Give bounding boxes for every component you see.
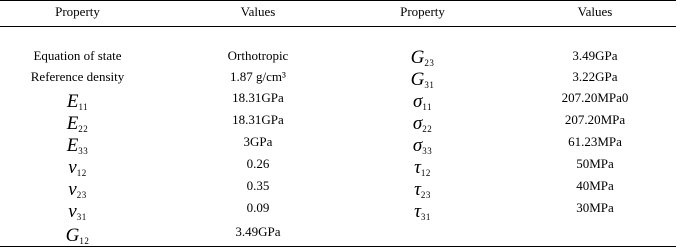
- symbol-subscript: 23: [420, 190, 431, 200]
- bottom-rule: [0, 246, 676, 247]
- symbol-subscript: 22: [422, 124, 433, 134]
- symbol-letter: τ: [414, 201, 421, 222]
- symbol-cell: [350, 158, 495, 178]
- symbol-letter: E: [66, 91, 79, 112]
- symbol-letter: τ: [414, 157, 421, 178]
- symbol-letter: G: [410, 47, 425, 68]
- value-cell: 207.20MPa: [564, 112, 626, 127]
- symbol-cell: [350, 70, 495, 90]
- symbol-letter: ν: [68, 201, 77, 222]
- symbol-cell: [0, 158, 155, 178]
- property-cell: Reference density: [30, 69, 125, 84]
- value-cell: 18.31GPa: [232, 112, 284, 127]
- symbol-subscript: 12: [79, 236, 90, 246]
- symbol-subscript: 11: [422, 102, 433, 112]
- symbol-cell: [350, 48, 495, 68]
- symbol-subscript: 23: [76, 190, 87, 200]
- symbol-cell: [0, 180, 155, 200]
- value-cell: 3.49GPa: [235, 224, 281, 239]
- symbol-letter: σ: [412, 135, 423, 156]
- symbol-letter: G: [410, 69, 425, 90]
- symbol-subscript: 33: [78, 146, 89, 156]
- symbol-cell: [0, 136, 155, 156]
- value-cell: 3.22GPa: [572, 69, 618, 84]
- value-cell: 0.35: [246, 178, 270, 193]
- value-cell: 3GPa: [243, 134, 273, 149]
- symbol-subscript: 33: [422, 146, 433, 156]
- value-cell: 50MPa: [576, 156, 614, 171]
- value-cell: 30MPa: [576, 200, 614, 215]
- symbol-cell: [350, 114, 495, 134]
- symbol-cell: [350, 180, 495, 200]
- symbol-subscript: 11: [78, 102, 89, 112]
- header-property-right: Property: [400, 4, 445, 19]
- header-values-right: Values: [577, 4, 613, 19]
- symbol-cell: [350, 136, 495, 156]
- value-cell: 0.09: [246, 200, 270, 215]
- symbol-cell: [350, 202, 495, 222]
- value-cell: 1.87 g/cm³: [230, 69, 286, 84]
- symbol-subscript: 12: [420, 168, 431, 178]
- symbol-cell: [0, 226, 155, 246]
- value-cell: 18.31GPa: [232, 90, 284, 105]
- symbol-letter: G: [65, 225, 80, 246]
- symbol-letter: ν: [68, 179, 77, 200]
- property-cell: Equation of state: [33, 48, 122, 63]
- symbol-letter: σ: [412, 113, 423, 134]
- symbol-subscript: 31: [76, 212, 87, 222]
- symbol-letter: E: [66, 113, 79, 134]
- value-cell: 61.23MPa: [568, 134, 622, 149]
- value-cell: 207.20MPa0: [561, 90, 629, 105]
- value-cell: 40MPa: [576, 178, 614, 193]
- header-rule: [0, 26, 676, 27]
- symbol-cell: [0, 114, 155, 134]
- symbol-letter: σ: [412, 91, 423, 112]
- symbol-cell: [0, 92, 155, 112]
- symbol-subscript: 23: [424, 58, 435, 68]
- value-cell: 3.49GPa: [572, 48, 618, 63]
- value-cell: 0.26: [246, 156, 270, 171]
- header-values-left: Values: [240, 4, 276, 19]
- symbol-subscript: 31: [420, 212, 431, 222]
- header-property-left: Property: [55, 4, 100, 19]
- value-cell: Orthotropic: [227, 48, 289, 63]
- symbol-letter: τ: [414, 179, 421, 200]
- symbol-letter: ν: [68, 157, 77, 178]
- symbol-letter: E: [66, 135, 79, 156]
- symbol-cell: [0, 202, 155, 222]
- top-rule: [0, 0, 676, 1]
- symbol-cell: [350, 92, 495, 112]
- symbol-subscript: 22: [78, 124, 89, 134]
- symbol-subscript: 12: [76, 168, 87, 178]
- symbol-subscript: 31: [424, 80, 435, 90]
